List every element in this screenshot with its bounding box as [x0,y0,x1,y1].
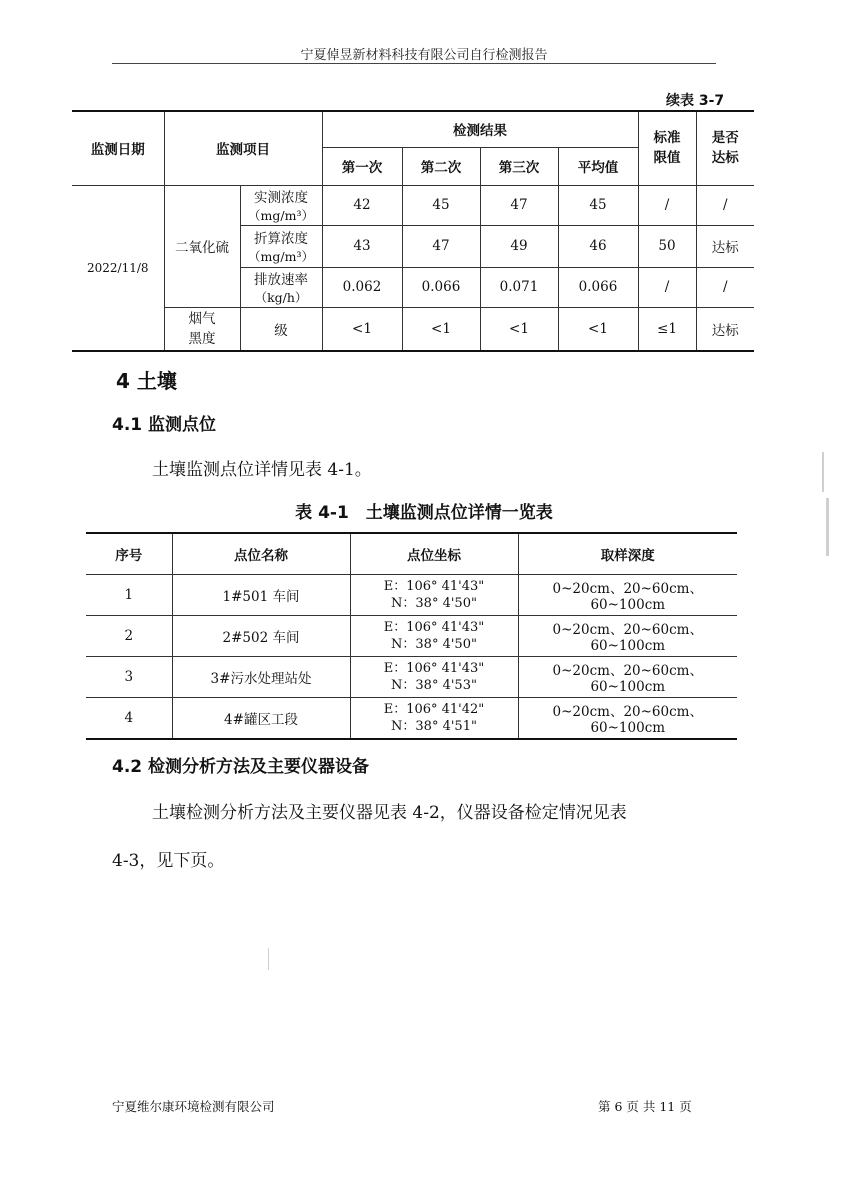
subsection-title-points: 4.1 监测点位 [112,415,217,435]
param-cell: 折算浓度 （mg/m³） [240,225,322,267]
paragraph-points: 土壤监测点位详情见表 4-1。 [152,460,372,480]
soil-points-table [86,532,737,740]
name-cell: 4#罐区工段 [172,698,350,740]
table-row [86,575,737,616]
depth-cell: 0~20cm、20~60cm、60~100cm [518,657,737,698]
header-third: 第三次 [480,147,558,185]
scan-mark [268,948,269,970]
table-row [86,616,737,657]
paragraph-methods-cont: 4-3，见下页。 [112,851,225,871]
limit-cell: 50 [638,225,696,267]
no-cell: 1 [86,575,172,616]
no-cell: 3 [86,657,172,698]
compliant-cell: 达标 [696,307,754,351]
header-no: 序号 [86,533,172,575]
value-cell: 0.066 [402,267,480,307]
table-row [72,307,754,351]
average-cell: <1 [558,307,638,351]
compliant-cell: 达标 [696,225,754,267]
header-average: 平均值 [558,147,638,185]
value-cell: <1 [480,307,558,351]
name-cell: 1#501 车间 [172,575,350,616]
header-coord: 点位坐标 [350,533,518,575]
value-cell: <1 [402,307,480,351]
value-cell: 42 [322,185,402,225]
compliant-cell: / [696,267,754,307]
section-title-soil: 4 土壤 [116,369,177,393]
header-date: 监测日期 [72,111,164,185]
table-continued-label: 续表 3-7 [666,93,725,109]
scan-mark [822,452,824,492]
name-cell: 3#污水处理站处 [172,657,350,698]
depth-cell: 0~20cm、20~60cm、60~100cm [518,575,737,616]
coord-cell: E：106° 41'43" N：38° 4'53" [350,657,518,698]
header-first: 第一次 [322,147,402,185]
coord-cell: E：106° 41'42" N：38° 4'51" [350,698,518,740]
param-cell: 排放速率 （kg/h） [240,267,322,307]
value-cell: 0.071 [480,267,558,307]
value-cell: <1 [322,307,402,351]
limit-cell: / [638,267,696,307]
emission-results-table [72,110,754,352]
value-cell: 47 [480,185,558,225]
table-row [86,657,737,698]
limit-cell: / [638,185,696,225]
smoke-label: 烟气黑度 [164,307,240,351]
header-second: 第二次 [402,147,480,185]
value-cell: 45 [402,185,480,225]
table-row [72,185,754,225]
date-cell: 2022/11/8 [72,185,164,351]
coord-cell: E：106° 41'43" N：38° 4'50" [350,616,518,657]
header-limit: 标准限值 [638,111,696,185]
depth-cell: 0~20cm、20~60cm、60~100cm [518,616,737,657]
table-row [86,698,737,740]
header-name: 点位名称 [172,533,350,575]
average-cell: 45 [558,185,638,225]
no-cell: 4 [86,698,172,740]
table-caption: 表 4-1 土壤监测点位详情一览表 [295,503,553,523]
no-cell: 2 [86,616,172,657]
value-cell: 47 [402,225,480,267]
compliant-cell: / [696,185,754,225]
paragraph-methods: 土壤检测分析方法及主要仪器见表 4-2，仪器设备检定情况见表 [152,803,627,823]
page-header-title: 宁夏倬昱新材料科技有限公司自行检测报告 [300,48,548,63]
subsection-title-methods: 4.2 检测分析方法及主要仪器设备 [112,757,370,777]
coord-cell: E：106° 41'43" N：38° 4'50" [350,575,518,616]
name-cell: 2#502 车间 [172,616,350,657]
header-depth: 取样深度 [518,533,737,575]
scan-mark [826,498,829,556]
value-cell: 49 [480,225,558,267]
so2-label: 二氧化硫 [164,185,240,307]
header-results: 检测结果 [322,111,638,147]
footer-page-number: 第 6 页 共 11 页 [598,1099,692,1114]
value-cell: 0.062 [322,267,402,307]
header-compliant: 是否达标 [696,111,754,185]
unit-cell: 级 [240,307,322,351]
value-cell: 43 [322,225,402,267]
depth-cell: 0~20cm、20~60cm、60~100cm [518,698,737,740]
limit-cell: ≤1 [638,307,696,351]
average-cell: 46 [558,225,638,267]
average-cell: 0.066 [558,267,638,307]
footer-company: 宁夏维尔康环境检测有限公司 [112,1099,275,1114]
header-item: 监测项目 [164,111,322,185]
header-divider [112,63,716,64]
param-cell: 实测浓度 （mg/m³） [240,185,322,225]
